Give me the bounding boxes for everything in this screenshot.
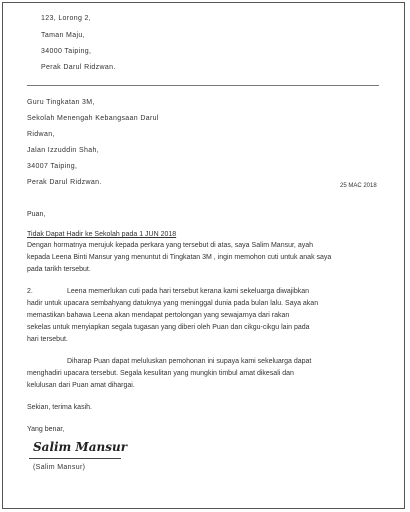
signature-line <box>29 458 121 459</box>
para2-line-3: memastikan bahawa Leena akan mendapat pertolongan yang sewajarnya dari rakan <box>27 312 290 319</box>
letter-date: 25 MAC 2018 <box>340 183 377 189</box>
recipient-address-line-6: Perak Darul Ridzwan. <box>27 179 102 186</box>
para3-line-3: kelulusan dari Puan amat dihargai. <box>27 382 135 389</box>
sender-address-line-4: Perak Darul Ridzwan. <box>41 64 116 71</box>
sender-address-line-2: Taman Maju, <box>41 32 85 39</box>
closing-yours: Yang benar, <box>27 426 65 433</box>
para3-line-1: Diharap Puan dapat meluluskan pemohonan ini supaya kami sekeluarga dapat <box>67 358 312 365</box>
subject-line: Tidak Dapat Hadir ke Sekolah pada 1 JUN 2018 <box>27 231 177 238</box>
handwritten-signature: Salim Mansur <box>33 440 128 454</box>
letter-page <box>2 2 405 509</box>
para1-line-2: kepada Leena Binti Mansur yang menuntut di Tingkatan 3M , ingin memohon cuti untuk anak saya <box>27 254 332 261</box>
para3-line-2: menghadiri upacara tersebut. Segala kesulitan yang mungkin timbul amat dikesali dan <box>27 370 294 377</box>
signer-name: (Salim Mansur) <box>33 464 86 471</box>
para2-line-2: hadir untuk upacara sembahyang datuknya yang meninggal dunia pada bulan lalu. Saya akan <box>27 300 319 307</box>
para1-line-1: Dengan hormatnya merujuk kepada perkara yang tersebut di atas, saya Salim Mansur, ayah <box>27 242 313 249</box>
recipient-address-line-1: Guru Tingkatan 3M, <box>27 99 95 106</box>
para2-line-4: sekelas untuk menyiapkan segala tugasan yang diberi oleh Puan dan cikgu-cikgu lain pada <box>27 324 310 331</box>
closing-thanks: Sekian, terima kasih. <box>27 404 92 411</box>
para1-line-3: pada tarikh tersebut. <box>27 266 91 273</box>
recipient-address-line-2: Sekolah Menengah Kebangsaan Darul <box>27 115 159 122</box>
recipient-address-line-5: 34007 Taiping, <box>27 163 78 170</box>
sender-address-line-3: 34000 Taiping, <box>41 48 92 55</box>
para2-line-5: hari tersebut. <box>27 336 68 343</box>
recipient-address-line-4: Jalan Izzuddin Shah, <box>27 147 99 154</box>
recipient-address-line-3: Ridwan, <box>27 131 55 138</box>
sender-address-line-1: 123, Lorong 2, <box>41 15 92 22</box>
salutation: Puan, <box>27 211 46 218</box>
header-divider <box>27 85 379 86</box>
para2-number: 2. <box>27 288 33 295</box>
para2-line-1: Leena memerlukan cuti pada hari tersebut kerana kami sekeluarga diwajibkan <box>67 288 310 295</box>
